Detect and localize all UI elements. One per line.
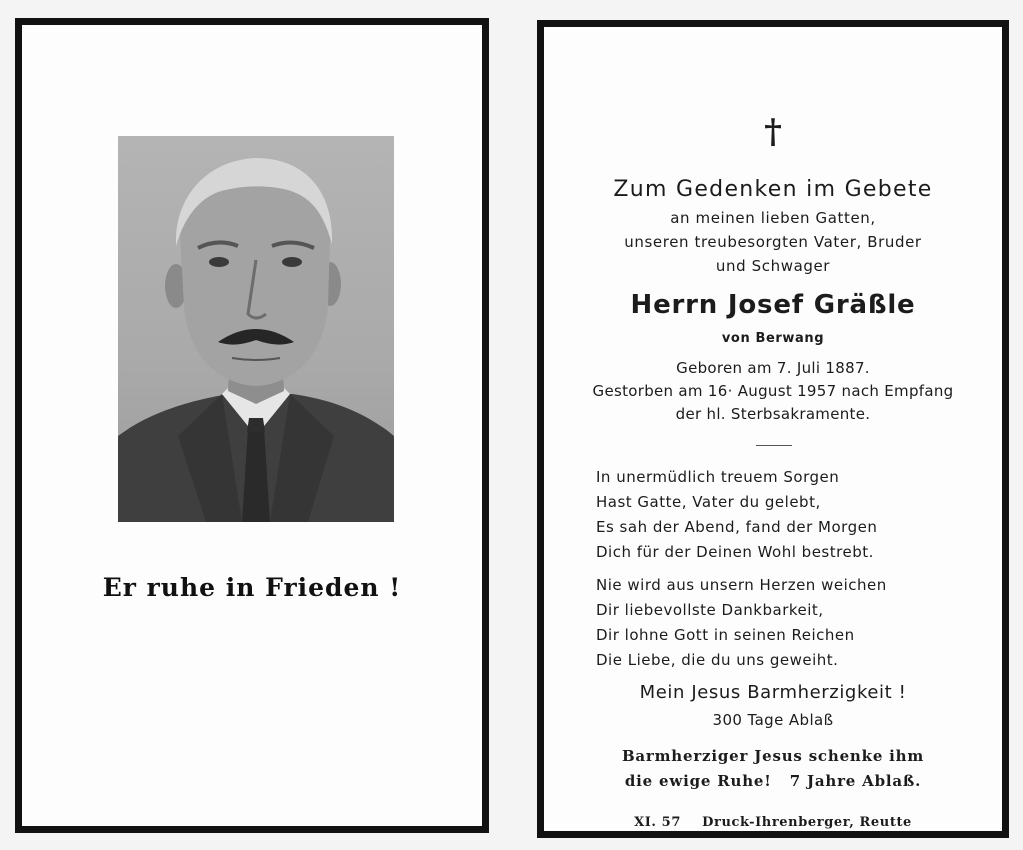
date-line: Gestorben am 16· August 1957 nach Empfang	[592, 382, 954, 400]
verse-line: Die Liebe, die du uns geweiht.	[596, 651, 839, 669]
printer-footer	[544, 810, 1002, 835]
date-line: der hl. Sterbsakramente.	[675, 405, 871, 423]
life-dates	[544, 357, 1002, 426]
intro-line: unseren treubesorgten Vater, Bruder	[624, 233, 922, 251]
verse-line: Dich für der Deinen Wohl bestrebt.	[596, 543, 874, 561]
verse-line: Es sah der Abend, fand der Morgen	[596, 518, 878, 536]
verse-line: Dir liebevollste Dankbarkeit,	[596, 601, 824, 619]
portrait-photo	[118, 136, 394, 522]
verse-line: Hast Gatte, Vater du gelebt,	[596, 493, 821, 511]
closing-line: Er ruhe in Frieden !	[102, 573, 402, 602]
plea-line: die ewige Ruhe! 7 Jahre Ablaß.	[624, 772, 922, 790]
deceased-name: Herrn Josef Gräßle	[630, 290, 916, 320]
deceased-origin: von Berwang	[721, 331, 825, 346]
divider	[756, 445, 792, 446]
footer-printer: Druck-Ihrenberger, Reutte	[702, 815, 912, 830]
verse-line: Dir lohne Gott in seinen Reichen	[596, 626, 855, 644]
cross-icon: †	[764, 112, 782, 152]
intro-line: und Schwager	[715, 257, 831, 275]
memorial-card-back	[537, 20, 1009, 838]
footer-code: XI. 57	[634, 815, 681, 830]
verse-stanza-1	[596, 465, 996, 565]
date-line: Geboren am 7. Juli 1887.	[676, 359, 870, 377]
plea-line: Barmherziger Jesus schenke ihm	[621, 747, 925, 765]
intro-line: an meinen lieben Gatten,	[670, 209, 876, 227]
verse-line: Nie wird aus unsern Herzen weichen	[596, 576, 887, 594]
closing-plea	[544, 744, 1002, 794]
memorial-card-front	[15, 18, 489, 833]
card-heading: Zum Gedenken im Gebete	[613, 177, 933, 202]
verse-line: In unermüdlich treuem Sorgen	[596, 468, 840, 486]
verse-stanza-2	[596, 573, 996, 673]
intro-text	[544, 206, 1002, 278]
prayer-line: Mein Jesus Barmherzigkeit !	[639, 682, 907, 703]
prayer-indulgence: 300 Tage Ablaß	[712, 711, 834, 729]
